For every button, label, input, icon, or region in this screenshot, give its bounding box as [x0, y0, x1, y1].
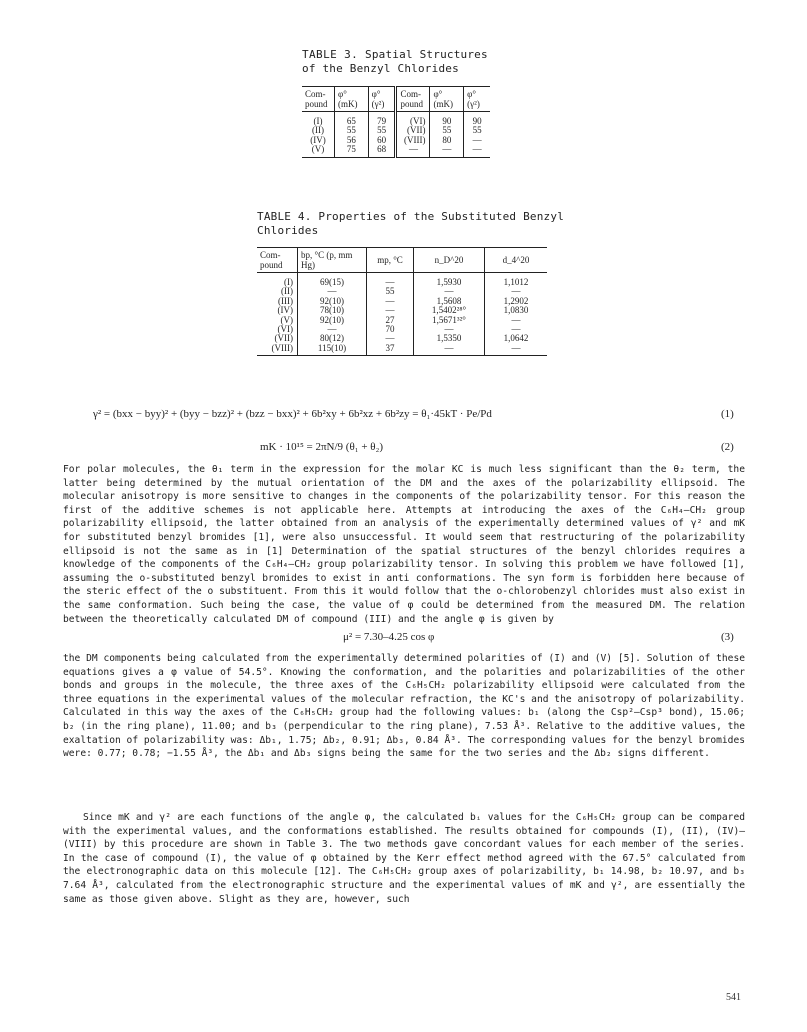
table4-header-bp: bp, °C (p, mm Hg) [298, 248, 367, 273]
equation-3: μ² = 7.30–4.25 cos φ [343, 631, 435, 643]
equation-3-number: (3) [721, 631, 734, 643]
table4-header-d4: d_4^20 [485, 248, 548, 273]
table4-header-mp: mp, °C [367, 248, 414, 273]
table-row: (V) 92(10) 27 1,5671³²° — [257, 316, 547, 325]
page-number: 541 [726, 992, 741, 1003]
table-row: (V) 75 68 — — — [302, 145, 490, 157]
table4-caption [257, 210, 564, 238]
table-row: (I) 69(15) — 1,5930 1,1012 [257, 273, 547, 288]
table-row: (III) 92(10) — 1,5608 1,2902 [257, 297, 547, 306]
equation-1-number: (1) [721, 408, 734, 420]
equation-2-number: (2) [721, 441, 734, 453]
table4 [257, 247, 547, 356]
table-row: (IV) 56 60 (VIII) 80 — [302, 136, 490, 145]
table3-header-compound-1: Com-pound [302, 87, 335, 112]
table-row: (VI) — 70 — — [257, 325, 547, 334]
table3-title: TABLE 3. [302, 48, 359, 61]
table-row: (IV) 78(10) — 1,5402²⁸° 1,0830 [257, 306, 547, 315]
table3-caption-line1: Spatial Structures [365, 48, 488, 61]
body-paragraph-2: the DM components being calculated from the experimentally determined polarities of (I) and (V) [5]. Solution of these equations gives a φ value of 54.5°. Knowing the conformation, and the polarities and polarizabilities of the other bonds and groups in the molecule, the three axes of the C₆H₅CH₂ polarizability ellipsoid were calculated from the three equations in the experimental values of the molecular refraction, the KC's and the anisotropy of polarizability. Calculated in this way the axes of the C₆H₅CH₂ group had the following values: b₁ (along the Csp²–Csp³ bond), 15.06; b₂ (in the ring plane), 11.00; and b₃ (perpendicular to the ring plane), 7.53 Å³. Relative to the additive values, the exaltation of polarizability was: Δb₁, 1.75; Δb₂, 0.91; Δb₃, 0.84 Å³. The corresponding values for the benzyl bromides were: 0.77; 0.78; −1.55 Å³, the Δb₁ and Δb₃ signs being the same for the two series and the Δb₂ signs different. [63, 653, 745, 760]
equation-2: mK · 10¹⁵ = 2πN/9 (θ₁ + θ₂) [260, 441, 384, 453]
table-row: (I) 65 79 (VI) 90 90 [302, 112, 490, 127]
table3-header-phi-mk-2: φ° (mK) [430, 87, 464, 112]
equation-1: γ² = (bxx − byy)² + (byy − bzz)² + (bzz − bxx)² + 6b²xy + 6b²xz + 6b²zy = θ₁·45kT · Pe/Pd [93, 408, 492, 420]
table3-header-phi-gamma-1: φ° (γ²) [368, 87, 396, 112]
table-row: (II) — 55 — — [257, 287, 547, 296]
table4-caption-line1: TABLE 4. Properties of the Substituted Benzyl [257, 210, 565, 223]
table3-header-compound-2: Com-pound [396, 87, 430, 112]
table-row: (VII) 80(12) — 1,5350 1,0642 [257, 334, 547, 343]
table3-caption [302, 48, 488, 76]
table4-caption-line2: Chlorides [257, 224, 319, 237]
table-row: (II) 55 55 (VII) 55 55 [302, 126, 490, 135]
table3-header-phi-gamma-2: φ° (γ²) [464, 87, 490, 112]
table3 [302, 86, 490, 158]
table4-header-nd: n_D^20 [414, 248, 485, 273]
table3-header-phi-mk-1: φ° (mK) [335, 87, 369, 112]
table4-header-compound: Com-pound [257, 248, 298, 273]
table-row: (VIII) 115(10) 37 — — [257, 344, 547, 356]
body-paragraph-3: Since mK and γ² are each functions of the angle φ, the calculated bᵢ values for the C₆H₅CH₂ group can be compared with the experimental values, and the conformations established. The results obtained for compounds (I), (II), (IV)–(VIII) by this procedure are shown in Table 3. The two methods gave concordant values for each member of the series. In the case of compound (I), the value of φ obtained by the Kerr effect method agreed with the 67.5° calculated from the electronographic data on this molecule [12]. The C₆H₅CH₂ group axes of polarizability, b₁ 14.98, b₂ 10.97, and b₃ 7.64 Å³, calculated from the electronographic structure and the experimental values of mK and γ², are essentially the same as those given above. Slight as they are, however, such [63, 812, 745, 905]
body-paragraph-1: For polar molecules, the θ₁ term in the expression for the molar KC is much less significant than the θ₂ term, the latter being determined by the mutual orientation of the DM and the axes of the polarizability ellipsoid. The molecular anisotropy is more sensitive to changes in the components of the polarizability tensor. For this reason the first of the additive schemes is not applicable here. Attempts at introducing the axes of the C₆H₄–CH₂ group polarizability ellipsoid, the latter obtained from an analysis of the experimentally determined values of γ² and mK for substituted benzyl bromides [1], were also unsuccessful. It would seem that restructuring of the polarizability ellipsoid is not the same as in [1] Determination of the spatial structures of the benzyl chlorides requires a knowledge of the components of the C₆H₄–CH₂ group polarizability tensor. In solving this problem we have followed [1], assuming the o-substituted benzyl bromides to exist in anti conformations. The syn form is forbidden here because of the steric effect of the o substituent. From this it would follow that the o-chlorobenzyl chlorides must also exist in the same conformation. Such being the case, the value of φ could be determined from the measured DM. The relation between the theoretically calculated DM of compound (III) and the angle φ is given by [63, 464, 745, 625]
table3-caption-line2: of the Benzyl Chlorides [302, 62, 459, 75]
